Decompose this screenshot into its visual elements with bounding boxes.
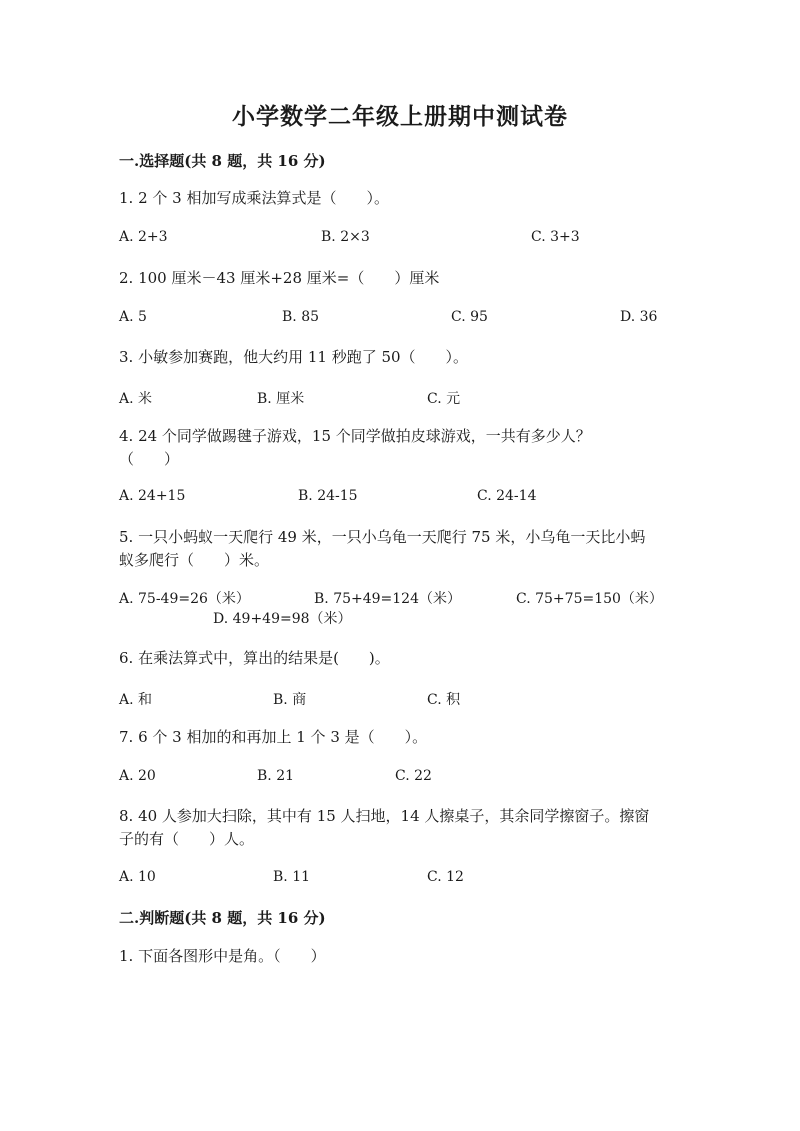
option-c: C. 12 [427,869,464,885]
question-2-options [119,309,719,333]
option-a: A. 10 [119,869,156,885]
question-8-line-2: 子的有（ ）人。 [119,830,255,848]
option-a: A. 75-49=26（米） [119,591,250,607]
question-1-options [119,229,719,253]
section-heading-choice: 一.选择题(共 8 题，共 16 分) [119,152,326,170]
option-b: B. 11 [273,869,311,885]
question-5-line-2: 蚁多爬行（ ）米。 [119,551,270,569]
option-c: C. 元 [427,391,461,407]
question-6-stem: 6. 在乘法算式中，算出的结果是( )。 [119,649,390,667]
option-b: B. 24-15 [298,488,358,504]
question-8-options [119,869,719,893]
option-a: A. 5 [119,309,147,325]
question-8-stem [119,805,679,851]
option-a: A. 24+15 [119,488,186,504]
option-a: A. 2+3 [119,229,168,245]
question-7-stem: 7. 6 个 3 相加的和再加上 1 个 3 是（ ）。 [119,728,428,746]
option-c: C. 75+75=150（米） [516,591,663,607]
option-b: B. 21 [257,768,295,784]
option-b: B. 85 [282,309,320,325]
question-5-options [119,588,719,627]
option-d: D. 36 [620,309,658,325]
question-5-stem [119,526,679,572]
option-a: A. 和 [119,692,153,708]
question-1-stem: 1. 2 个 3 相加写成乘法算式是（ ）。 [119,189,389,207]
option-b: B. 商 [273,692,307,708]
question-3-options [119,388,719,412]
option-b: B. 75+49=124（米） [314,591,461,607]
section-heading-judge: 二.判断题(共 8 题，共 16 分) [119,909,326,927]
option-b: B. 2×3 [321,229,370,245]
question-4-stem [119,425,679,471]
question-4-line-1: 4. 24 个同学做踢毽子游戏，15 个同学做拍皮球游戏，一共有多少人？ [119,427,591,445]
question-4-options [119,488,719,512]
option-b: B. 厘米 [257,391,305,407]
option-c: C. 3+3 [531,229,580,245]
option-a: A. 米 [119,391,153,407]
option-a: A. 20 [119,768,156,784]
option-c: C. 积 [427,692,461,708]
question-8-line-1: 8. 40 人参加大扫除，其中有 15 人扫地，14 人擦桌子，其余同学擦窗子。擦窗 [119,807,650,825]
question-4-line-2: （ ） [119,450,180,468]
question-5-line-1: 5. 一只小蚂蚁一天爬行 49 米，一只小乌龟一天爬行 75 米，小乌龟一天比小蚂 [119,528,646,546]
judge-question-1-stem: 1. 下面各图形中是角。（ ） [119,947,326,965]
question-3-stem: 3. 小敏参加赛跑，他大约用 11 秒跑了 50（ ）。 [119,348,469,366]
question-6-options [119,689,719,713]
question-7-options [119,768,719,792]
option-d: D. 49+49=98（米） [213,611,352,627]
page-title: 小学数学二年级上册期中测试卷 [232,103,568,130]
question-2-stem: 2. 100 厘米－43 厘米+28 厘米=（ ）厘米 [119,269,440,287]
option-c: C. 24-14 [477,488,537,504]
option-c: C. 22 [395,768,432,784]
option-c: C. 95 [451,309,488,325]
